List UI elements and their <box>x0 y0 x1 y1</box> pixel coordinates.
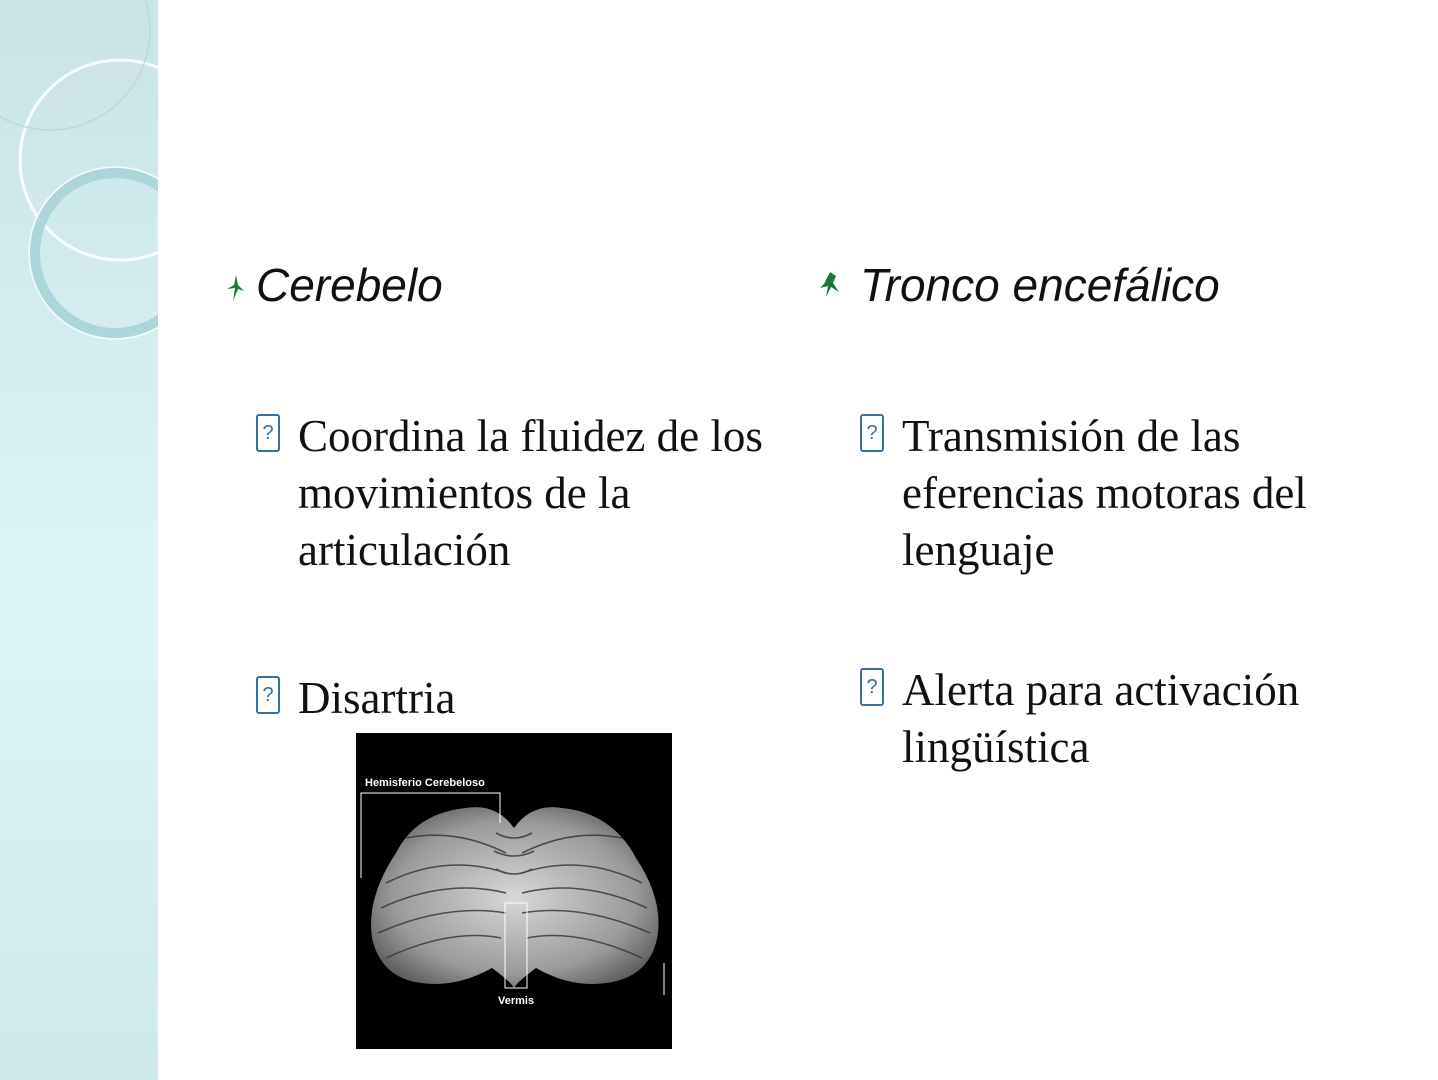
bullet-box-icon: ? <box>256 676 280 714</box>
list-item-right-2: Alerta para activación lingüística <box>902 665 1300 772</box>
decorative-circles-icon <box>0 0 158 1080</box>
heading-tronco-encefalico: Tronco encefálico <box>860 259 1220 311</box>
bullet-box-icon: ? <box>256 414 280 452</box>
figure-label-hemisphere: Hemisferio Cerebeloso <box>365 777 485 789</box>
cerebellum-image <box>356 733 672 1049</box>
bullet-box-icon: ? <box>860 668 884 706</box>
figure-label-vermis: Vermis <box>498 995 535 1007</box>
decorative-side-band <box>0 0 158 1080</box>
heading-cerebelo: Cerebelo <box>256 259 443 311</box>
list-item-left-1: Coordina la fluidez de los movimientos de la articulación <box>298 411 763 575</box>
list-item-left-2: Disartria <box>298 673 456 723</box>
list-item-right-1: Transmisión de las eferencias motoras del lenguaje <box>902 411 1307 575</box>
leaf-bullet-icon <box>224 273 248 303</box>
bullet-box-icon: ? <box>860 414 884 452</box>
leaf-bullet-icon <box>818 270 842 300</box>
